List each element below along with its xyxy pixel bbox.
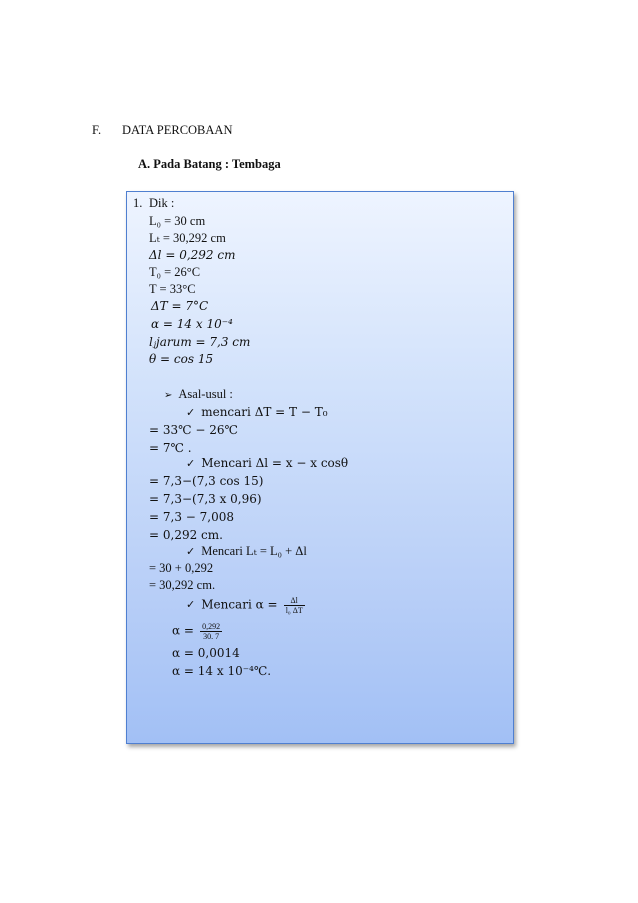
subsection-title: A. Pada Batang : Tembaga xyxy=(138,157,281,171)
checkmark-icon: ✓ xyxy=(186,545,196,558)
step4-label: Mencari α = xyxy=(201,597,278,612)
arrow-bullet-icon: ➢ xyxy=(164,390,173,401)
step3-line-2: = 30,292 cm. xyxy=(149,578,216,592)
given-alpha: α = 14 x 10⁻⁴ xyxy=(151,317,233,331)
given-delta-t: ΔT = 7°C xyxy=(151,299,209,313)
given-t: T = 33°C xyxy=(149,282,196,296)
step4-eq-1 xyxy=(172,622,222,641)
step2-line-2: = 7,3−(7,3 x 0,96) xyxy=(149,492,262,506)
step2-line-4: = 0,292 cm. xyxy=(149,528,223,542)
alpha-value-fraction xyxy=(200,622,222,641)
checkmark-icon: ✓ xyxy=(186,406,196,419)
step4-eq1-left: α = xyxy=(172,623,194,638)
fraction-denominator: 30. 7 xyxy=(203,632,220,641)
step1-label: mencari ΔT = T − T₀ xyxy=(201,405,328,419)
step4-line-1: α = 0,0014 xyxy=(172,646,240,660)
section-letter: F. xyxy=(92,123,102,137)
step3-label: Mencari Lₜ = L₀ + Δl xyxy=(201,544,307,558)
given-theta: θ = cos 15 xyxy=(149,352,214,366)
step1-line-1: = 33℃ − 26℃ xyxy=(149,423,238,437)
step2-label: Mencari Δl = x − x cosθ xyxy=(201,456,349,470)
given-t0: T₀ = 26°C xyxy=(149,265,201,279)
section-title: DATA PERCOBAAN xyxy=(122,123,233,137)
step4-line-2: α = 14 x 10⁻⁴℃. xyxy=(172,664,272,678)
step3-heading xyxy=(186,543,307,560)
checkmark-icon: ✓ xyxy=(186,457,196,470)
origin-label: Asal-usul : xyxy=(178,387,233,401)
dik-label: Dik : xyxy=(149,196,175,210)
step4-heading xyxy=(186,596,305,615)
alpha-formula-fraction xyxy=(284,596,305,615)
fraction-numerator: 0,292 xyxy=(202,622,221,631)
origin-heading xyxy=(164,386,233,404)
step1-line-2: = 7℃ . xyxy=(149,441,192,455)
given-l0: L₀ = 30 cm xyxy=(149,214,206,228)
fraction-numerator: Δl xyxy=(284,596,305,606)
checkmark-icon: ✓ xyxy=(186,598,196,612)
item-number: 1. xyxy=(133,196,143,210)
step1-heading xyxy=(186,404,328,421)
step2-line-1: = 7,3−(7,3 cos 15) xyxy=(149,474,264,488)
step3-line-1: = 30 + 0,292 xyxy=(149,561,214,575)
given-lt: Lₜ = 30,292 cm xyxy=(149,231,226,245)
fraction-denominator: l₀ ΔT xyxy=(285,606,303,615)
given-delta-l: Δl = 0,292 cm xyxy=(149,248,236,262)
step2-line-3: = 7,3 − 7,008 xyxy=(149,510,234,524)
given-l-jarum: lⱼjarum = 7,3 cm xyxy=(149,335,251,349)
step2-heading xyxy=(186,455,348,472)
